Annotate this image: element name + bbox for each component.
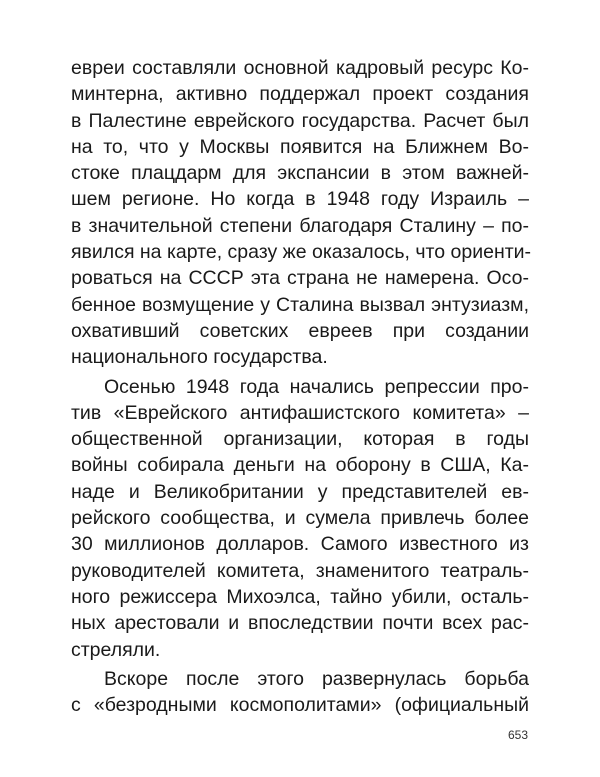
text-line: явился на карте, сразу же оказалось, что ориенти- [71,241,532,264]
text-line: минтерна, активно поддержал проект создания [71,83,529,106]
text-line: в значительной степени благодаря Сталину – по- [71,214,529,237]
page-number: 653 [507,728,528,742]
text-line: рейского сообщества, и сумела привлечь более [71,507,529,530]
text-line: роваться на СССР эта страна не намерена. Осо- [71,267,529,290]
text-line: с «безродными космополитами» (официальный [71,694,529,717]
text-line: Осенью 1948 года начались репрессии про- [104,375,529,398]
text-line: бенное возмущение у Сталина вызвал энтузиазм, [71,293,529,316]
text-line: тив «Еврейского антифашистского комитета» – [71,401,529,424]
text-line: на то, что у Москвы появится на Ближнем Во- [71,135,529,158]
text-line: ных арестовали и впоследствии почти всех рас- [71,612,529,635]
text-line: 30 миллионов долларов. Самого известного из [71,533,529,556]
text-line: шем регионе. Но когда в 1948 году Израиль – [71,188,529,211]
text-line: войны собирала деньги на оборону в США, Ка- [71,454,529,477]
text-line: руководителей комитета, знаменитого театраль- [71,559,529,582]
text-line: национального государства. [71,346,328,369]
text-line: ного режиссера Михоэлса, тайно убили, осталь- [71,585,529,608]
text-line: евреи составляли основной кадровый ресурс Ко- [71,57,529,79]
text-line: охвативший советских евреев при создании [71,319,529,342]
text-line: общественной организации, которая в годы [71,428,529,451]
text-line: стоке плацдарм для экспансии в этом важней- [71,162,529,185]
text-line: Вскоре после этого развернулась борьба [104,667,529,690]
body-text [71,55,532,718]
text-line: стреляли. [71,638,161,661]
text-line: наде и Великобритании у представителей ев- [71,480,529,503]
text-line: в Палестине еврейского государства. Расчет был [71,109,529,132]
